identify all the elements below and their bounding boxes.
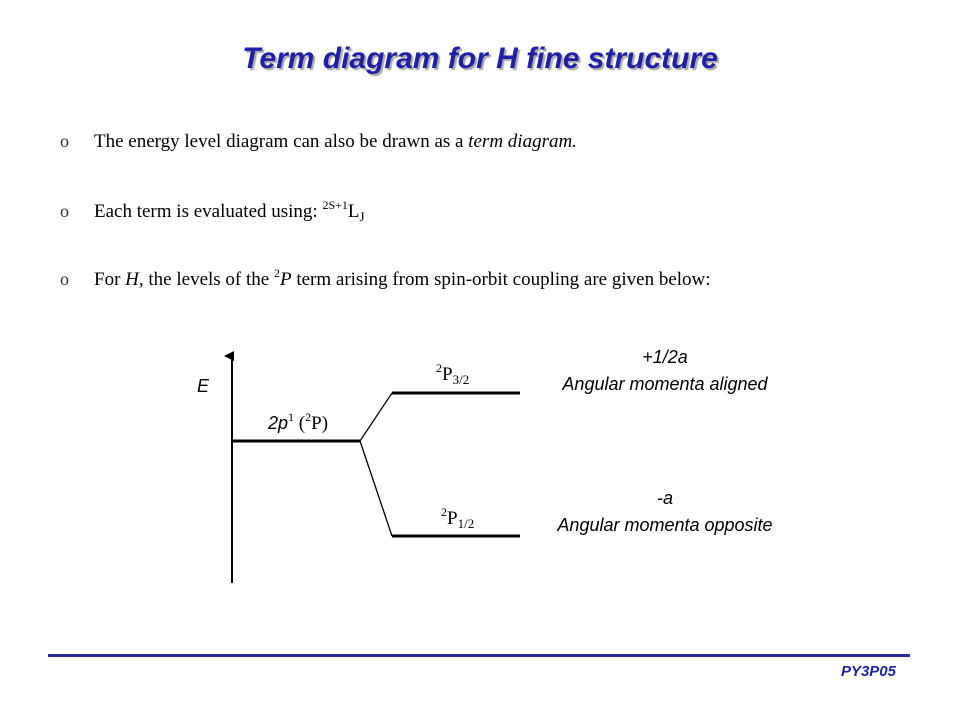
bullet-marker: o	[60, 131, 69, 151]
bullet-text-pre: For	[94, 269, 126, 290]
upper-level-energy: +1/2a	[642, 347, 688, 367]
base-level-config: 2p	[268, 413, 289, 433]
bullet-emphasis: H,	[125, 269, 144, 290]
term-superscript: 2	[273, 266, 280, 280]
base-level-label	[268, 412, 328, 435]
base-level-close-paren: )	[321, 413, 329, 434]
lower-level-j: 1/2	[457, 516, 475, 531]
lower-level-note: Angular momenta opposite	[557, 515, 773, 535]
upper-level-multiplicity: 2	[436, 361, 442, 375]
base-level-open-paren: (	[294, 413, 306, 434]
formula-symbol: L	[347, 201, 360, 222]
lower-level-energy: -a	[656, 488, 673, 508]
formula-superscript: 2S+1	[322, 198, 348, 212]
base-level-term: P	[311, 413, 322, 434]
base-level-electron-count: 1	[288, 410, 295, 424]
lower-level-term: P	[447, 508, 458, 529]
upper-level-label	[436, 361, 470, 387]
bullet-text: The energy level diagram can also be drawn as a	[94, 131, 469, 152]
bullet-marker: o	[60, 201, 69, 221]
split-connector-lower	[360, 441, 392, 536]
lower-level-multiplicity: 2	[441, 505, 447, 519]
lower-level-label	[441, 505, 475, 531]
bullet-emphasis: term diagram.	[468, 131, 577, 152]
bullet-text-mid: the levels of the	[143, 269, 274, 290]
upper-level-note: Angular momenta aligned	[562, 374, 768, 394]
energy-axis-label: E	[197, 376, 210, 396]
formula-subscript: J	[359, 209, 365, 224]
slide-title: Term diagram for H fine structure	[242, 42, 718, 75]
bullet-text-post: term arising from spin-orbit coupling are given below:	[291, 269, 711, 290]
upper-level-j: 3/2	[452, 372, 470, 387]
footer-divider	[48, 654, 910, 657]
bullet-marker: o	[60, 269, 69, 289]
upper-level-term: P	[442, 364, 453, 385]
split-connector-upper	[360, 393, 392, 441]
bullet-text: Each term is evaluated using:	[94, 201, 323, 222]
term-symbol: P	[279, 269, 292, 290]
base-level-multiplicity: 2	[305, 410, 312, 424]
course-code: PY3P05	[840, 663, 896, 680]
